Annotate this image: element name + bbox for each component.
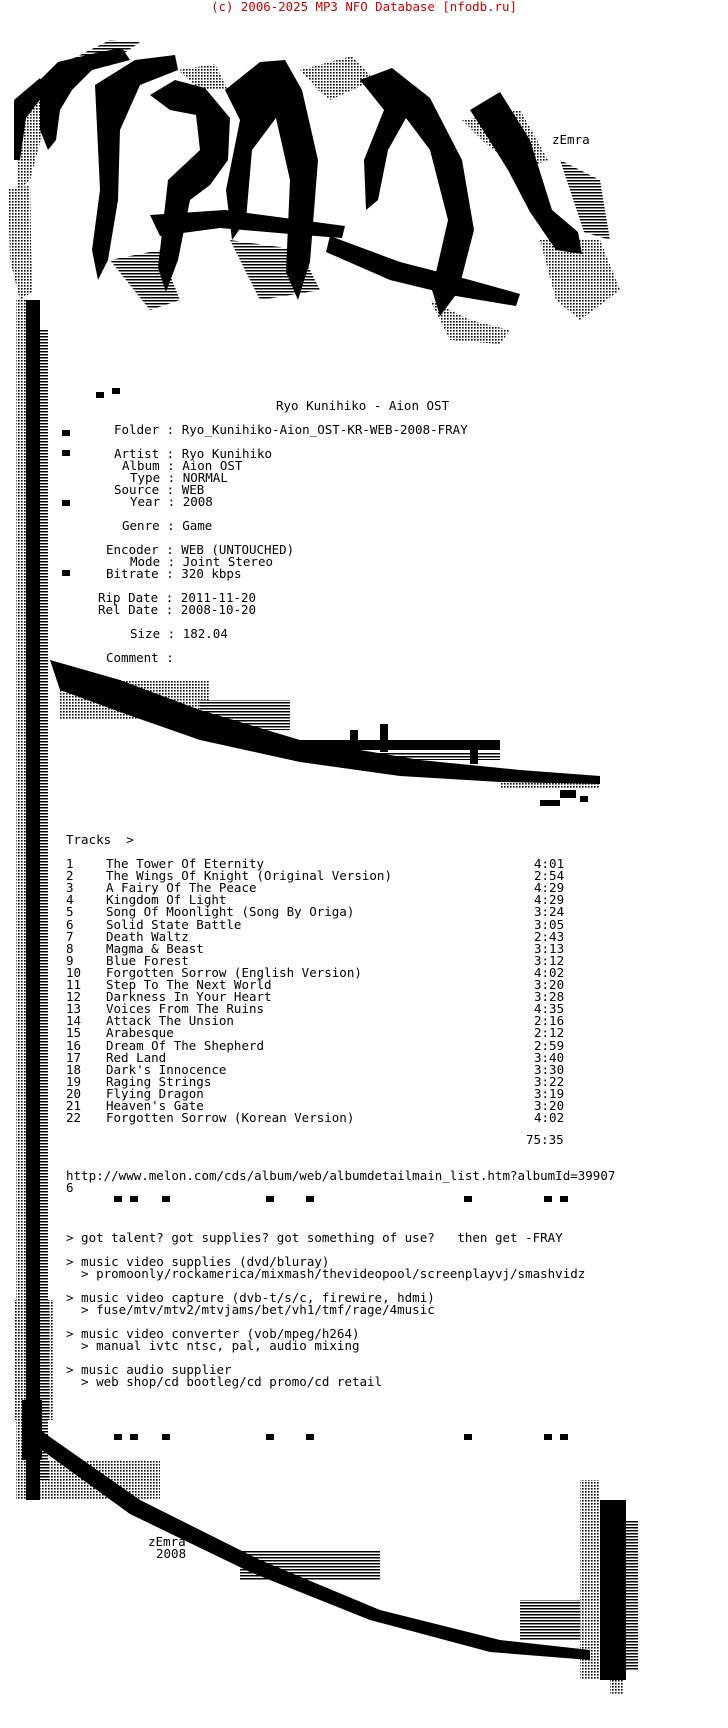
ad-video-converter-sub: > manual ivtc ntsc, pal, audio mixing [66, 1338, 360, 1353]
label-encoder: Encoder : [106, 542, 174, 557]
mid-swoosh [50, 660, 600, 806]
ad-video-capture: > music video capture (dvb-t/s/c, firewire, hdmi) [66, 1290, 435, 1305]
track-title: A Fairy Of The Peace [106, 880, 257, 896]
track-title: Blue Forest [106, 952, 189, 968]
release-title: Ryo Kunihiko - Aion OST [276, 398, 450, 413]
track-time: 3:20 [534, 977, 565, 992]
track-number: 13 [66, 1001, 82, 1017]
track-title: Red Land [106, 1049, 167, 1065]
value-album: Aion OST [182, 458, 243, 473]
label-album: Album : [122, 458, 175, 473]
value-encoder: WEB (UNTOUCHED) [181, 542, 295, 557]
track-time: 3:12 [534, 952, 565, 968]
track-number: 4 [66, 892, 74, 908]
label-rip-date: Rip Date : [98, 590, 174, 605]
track-title: Dream Of The Shepherd [106, 1037, 265, 1053]
value-genre: Game [182, 518, 213, 533]
ad-video-supplies: > music video supplies (dvd/bluray) [66, 1254, 330, 1269]
track-title: Arabesque [106, 1025, 174, 1041]
track-number: 2 [66, 868, 74, 884]
track-time: 3:30 [534, 1061, 565, 1077]
value-size: 182.04 [182, 626, 228, 641]
value-rip-date: 2011-11-20 [180, 590, 257, 605]
track-title: Attack The Unsion [106, 1013, 234, 1029]
track-time: 4:01 [534, 856, 565, 871]
track-title: Solid State Battle [106, 916, 242, 932]
track-number: 6 [66, 916, 74, 932]
track-title: The Wings Of Knight (Original Version) [106, 868, 392, 884]
track-title: Heaven's Gate [106, 1098, 204, 1113]
bottom-swoosh [36, 1430, 638, 1694]
ad-talent: > got talent? got supplies? got something of use? then get -FRAY [66, 1230, 563, 1245]
track-number: 8 [66, 940, 74, 956]
track-title: Magma & Beast [106, 940, 204, 956]
ad-video-converter: > music video converter (vob/mpeg/h264) [66, 1326, 360, 1341]
info-bitrate [106, 568, 241, 580]
track-number: 15 [66, 1025, 82, 1041]
ad-video-supplies-sub: > promoonly/rockamerica/mixmash/thevideopool/screenplayvj/smashvidz [66, 1266, 586, 1281]
track-title: Dark's Innocence [106, 1061, 227, 1077]
value-rel-date: 2008-10-20 [180, 602, 257, 617]
track-title: Forgotten Sorrow (English Version) [106, 964, 362, 980]
signature-top: zEmra [552, 132, 590, 147]
track-number: 18 [66, 1061, 82, 1077]
track-title: Song Of Moonlight (Song By Origa) [106, 904, 355, 920]
track-time: 2:16 [534, 1013, 565, 1029]
track-number: 16 [66, 1037, 82, 1053]
track-title: Kingdom Of Light [106, 892, 227, 908]
value-type: NORMAL [182, 470, 228, 485]
track-time: 3:19 [534, 1085, 565, 1101]
track-time: 3:24 [534, 904, 565, 920]
track-number: 7 [66, 928, 74, 944]
track-number: 11 [66, 977, 82, 992]
track-title: Flying Dragon [106, 1085, 204, 1101]
track-number: 19 [66, 1073, 82, 1089]
info-year [130, 496, 213, 508]
label-size: Size : [130, 626, 176, 641]
label-type: Type : [130, 470, 176, 485]
track-time: 3:05 [534, 916, 565, 932]
signature-year: 2008 [156, 1546, 187, 1561]
track-time: 3:13 [534, 940, 565, 956]
track-title: The Tower Of Eternity [106, 856, 265, 871]
track-number: 17 [66, 1049, 82, 1065]
label-mode: Mode : [130, 554, 176, 569]
label-comment: Comment : [106, 650, 174, 665]
track-number: 10 [66, 964, 82, 980]
track-title: Forgotten Sorrow (Korean Version) [106, 1110, 355, 1126]
track-title: Darkness In Your Heart [106, 989, 272, 1005]
info-genre [122, 520, 212, 532]
track-title: Step To The Next World [106, 977, 272, 992]
label-source: Source : [114, 482, 175, 497]
total-time: 75:35 [526, 1132, 564, 1147]
album-url-line2: 6 [66, 1180, 74, 1195]
track-number: 5 [66, 904, 74, 920]
value-mode: Joint Stereo [182, 554, 273, 569]
track-title: Voices From The Ruins [106, 1001, 265, 1017]
value-year: 2008 [182, 494, 213, 509]
value-folder: Ryo_Kunihiko-Aion_OST-KR-WEB-2008-FRAY [181, 422, 468, 437]
album-url-link[interactable]: http://www.melon.com/cds/album/web/albumdetailmain_list.htm?albumId=39907 [66, 1168, 616, 1183]
track-number: 20 [66, 1085, 82, 1101]
label-genre: Genre : [122, 518, 175, 533]
track-time: 2:59 [534, 1037, 565, 1053]
track-time: 4:35 [534, 1001, 565, 1017]
album-url-line1[interactable] [66, 1170, 615, 1182]
ad-audio-supplier: > music audio supplier [66, 1362, 232, 1377]
track-number: 9 [66, 952, 74, 968]
left-border [14, 300, 54, 1500]
nfodb-header: (c) 2006-2025 MP3 NFO Database [nfodb.ru] [211, 0, 517, 14]
ad-video-capture-sub: > fuse/mtv/mtv2/mtvjams/bet/vh1/tmf/rage/4music [66, 1302, 435, 1317]
label-year: Year : [130, 494, 176, 509]
track-time: 4:29 [534, 892, 565, 908]
track-number: 3 [66, 880, 74, 896]
track-time: 3:28 [534, 989, 565, 1005]
info-size [130, 628, 228, 640]
value-bitrate: 320 kbps [181, 566, 242, 581]
label-artist: Artist : [114, 446, 175, 461]
track-number: 12 [66, 989, 82, 1005]
info-rel-date [98, 604, 256, 616]
track-number: 22 [66, 1110, 82, 1126]
value-artist: Ryo Kunihiko [181, 446, 273, 461]
track-time: 3:22 [534, 1073, 565, 1089]
track-time: 2:54 [534, 868, 565, 884]
tracks-heading: Tracks > [66, 832, 134, 847]
label-rel-date: Rel Date : [98, 602, 174, 617]
track-time: 4:02 [534, 1110, 565, 1126]
track-time: 4:29 [534, 880, 565, 896]
value-source: WEB [181, 482, 205, 497]
track-title: Death Waltz [106, 928, 189, 944]
label-folder: Folder : [114, 422, 175, 437]
ad-audio-supplier-sub: > web shop/cd bootleg/cd promo/cd retail [66, 1374, 383, 1389]
track-time: 4:02 [534, 964, 565, 980]
track-time: 2:43 [534, 928, 565, 944]
track-time: 2:12 [534, 1025, 565, 1041]
label-bitrate: Bitrate : [106, 566, 174, 581]
info-comment [106, 652, 181, 664]
track-number: 21 [66, 1098, 82, 1113]
track-time: 3:20 [534, 1098, 565, 1113]
info-folder [114, 424, 534, 436]
track-time: 3:40 [534, 1049, 565, 1065]
signature-bottom: zEmra [148, 1534, 186, 1549]
track-title: Raging Strings [106, 1073, 212, 1089]
track-number: 14 [66, 1013, 82, 1029]
track-number: 1 [66, 856, 74, 871]
